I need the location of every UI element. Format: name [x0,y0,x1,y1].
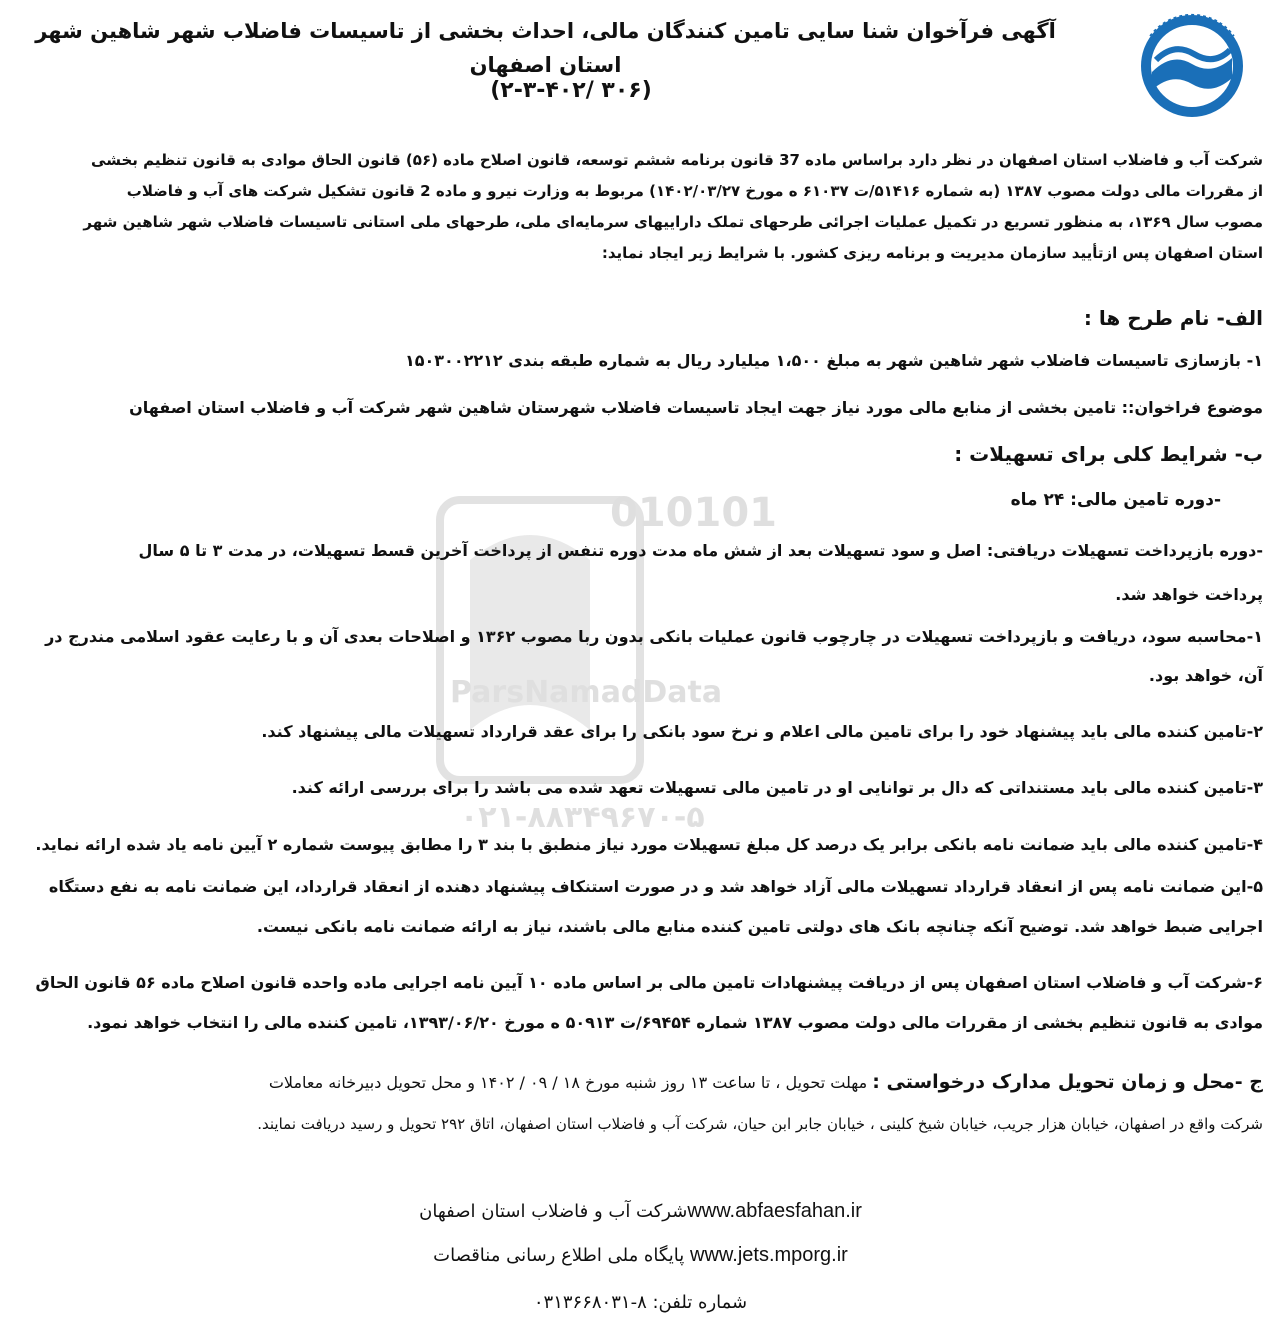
section-c-heading: ج -محل و زمان تحویل مدارک درخواستی : [872,1071,1263,1093]
footer-text-2: پایگاه ملی اطلاع رسانی مناقصات [433,1245,685,1266]
footer-phone: شماره تلفن: ۸-۰۳۱۳۶۶۸۰۳۱ [533,1292,748,1313]
section-c-line-1 [18,1068,1263,1097]
page-title: آگهی فرآخوان شنا سایی تامین کنندگان مالی، احداث بخشی از تاسیسات فاضلاب شهر شاهین شهر استان اصفهان [35,19,1056,77]
footer-url-2[interactable]: www.jets.mporg.ir [690,1244,848,1266]
footer-line-2 [0,1240,1281,1271]
intro-line-2: از مقررات مالی دولت مصوب ۱۳۸۷ (به شماره ۵۱۴۱۶/ت ۶۱۰۳۷ ه مورخ ۱۴۰۲/۰۳/۲۷) مربوط به وزارت نیرو و ماده 2 قانون تشکیل شرکت های آب و فاضلاب [126,182,1263,200]
condition-1-line-2: آن، خواهد بود. [1148,666,1263,685]
condition-5-line-1: ۵-این ضمانت نامه پس از انعقاد قرارداد تسهیلات مالی آزاد خواهد شد و در صورت استنکاف پیشنهاد دهنده از انعقاد قرارداد، این ضمانت نامه به نفع دستگاه [48,877,1263,896]
condition-6-line-2: موادی به قانون تنظیم بخشی از مقررات مالی دولت مصوب ۱۳۸۷ شماره ۶۹۴۵۴/ت ۵۰۹۱۳ ه مورخ ۱۳۹۳/۰۶/۲۰، تامین کننده مالی را انتخاب خواهد نمود. [87,1013,1263,1032]
section-a-heading: الف- نام طرح ها : [1083,306,1263,330]
section-c-text-1: مهلت تحویل ، تا ساعت ۱۳ روز شنبه مورخ ۱۸ / ۰۹ / ۱۴۰۲ و محل تحویل دبیرخانه معاملات [268,1073,868,1092]
tender-code: (۳۰۶ /۲-۳-۴۰۲) [490,78,652,103]
section-a-item-1: ۱- بازسازی تاسیسات فاضلاب شهر شاهین شهر به مبلغ ۱،۵۰۰ میلیارد ریال به شماره طبقه بندی ۱۵۰۳۰۰۲۲۱۲ [404,351,1263,370]
condition-3: ۳-تامین کننده مالی باید مستنداتی که دال بر توانایی او در تامین مالی تسهیلات تعهد شده می باشد را برای بررسی ارائه کند. [291,778,1263,797]
condition-5-line-2: اجرایی ضبط خواهد شد. توضیح آنکه چنانچه بانک های دولتی تامین کننده منابع مالی باشند، نیاز به ارائه ضمانت نامه بانکی نیست. [256,917,1263,936]
condition-6-line-1: ۶-شرکت آب و فاضلاب استان اصفهان پس از دریافت پیشنهادات تامین مالی بر اساس ماده ۱۰ آیین نامه اجرایی ماده واحده قانون اصلاح ماده ۵۶ قانون الحاق [35,973,1263,992]
repayment-line-2: پرداخت خواهد شد. [1115,585,1263,604]
company-logo [1112,6,1262,118]
watermark-brand: ParsNamadData [450,675,723,710]
section-c-line-2: شرکت واقع در اصفهان، خیابان هزار جریب، خیابان شیخ کلینی ، خیابان جابر ابن حیان، شرکت آب و فاضلاب استان اصفهان، اتاق ۲۹۲ تحویل و رسید دریافت نمایند. [257,1115,1263,1133]
financing-period: -دوره تامین مالی: ۲۴ ماه [1010,490,1221,510]
section-a-subject: موضوع فراخوان:: تامین بخشی از منابع مالی مورد نیاز جهت ایجاد تاسیسات فاضلاب شهرستان شاهین شهر شرکت آب و فاضلاب استان اصفهان [129,398,1263,417]
footer-url-1[interactable]: www.abfaesfahan.ir [687,1200,862,1222]
condition-4: ۴-تامین کننده مالی باید ضمانت نامه بانکی برابر یک درصد کل مبلغ تسهیلات مورد نیاز منطبق با بند ۳ را مطابق پیوست شماره ۲ آیین نامه یاد شده ارائه نماید. [35,835,1263,854]
intro-line-1: شرکت آب و فاضلاب استان اصفهان در نظر دارد براساس ماده 37 قانون برنامه ششم توسعه، قانون اصلاح ماده (۵۶) قانون الحاق موادی به قانون تنظیم بخشی [91,151,1263,169]
repayment-line-1: -دوره بازپرداخت تسهیلات دریافتی: اصل و سود تسهیلات بعد از شش ماه مدت دوره تنفس از پرداخت آخرین قسط تسهیلات، در مدت ۳ تا ۵ سال [138,541,1263,560]
footer-text-1: شرکت آب و فاضلاب استان اصفهان [419,1201,688,1222]
condition-2: ۲-تامین کننده مالی باید پیشنهاد خود را برای تامین مالی اعلام و نرخ سود بانکی را برای عقد قرارداد تسهیلات مالی پیشنهاد کند. [261,722,1263,741]
intro-line-4: استان اصفهان پس ازتأیید سازمان مدیریت و برنامه ریزی کشور. با شرایط زیر ایجاد نماید: [601,244,1263,262]
condition-1-line-1: ۱-محاسبه سود، دریافت و بازپرداخت تسهیلات در چارچوب قانون عملیات بانکی بدون ربا مصوب ۱۳۶۲ و اصلاحات بعدی آن و با رعایت عقود اسلامی مندرج در [45,627,1263,646]
section-b-heading: ب- شرایط کلی برای تسهیلات : [954,442,1263,466]
watermark-digits: 010101 [610,490,777,536]
footer-line-1 [0,1196,1281,1227]
watermark-phone: ۰۲۱-۸۸۳۴۹۶۷۰-۵ [460,800,705,835]
intro-line-3: مصوب سال ۱۳۶۹، به منظور تسریع در تکمیل عملیات اجرائی طرحهای تملک داراییهای سرمایه‌ای ملی، طرحهای ملی استانی تاسیسات فاضلاب شهر شاهین شهر [83,213,1263,231]
